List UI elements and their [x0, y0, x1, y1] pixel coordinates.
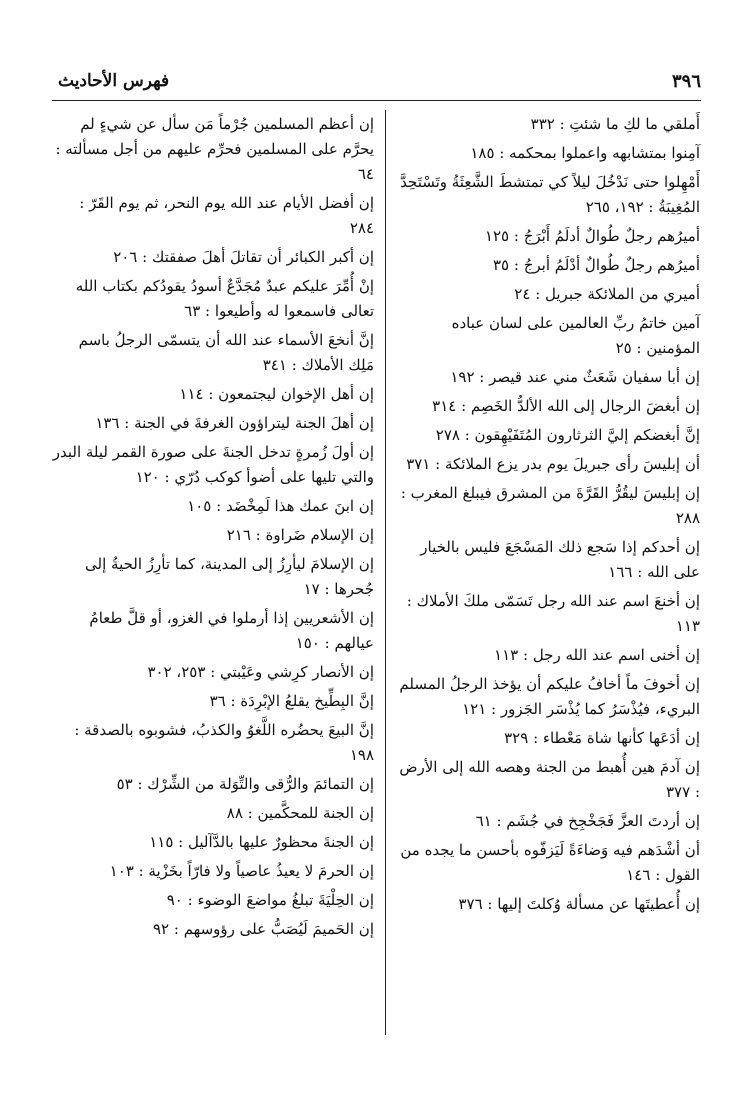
header-title: فهرس الأحاديث [58, 71, 170, 91]
entry-page-ref: ١٥٠ [295, 634, 320, 652]
entry-separator: : [319, 634, 335, 652]
entry-text: إنَّ أنخعَ الأسماء عند الله أن يتسمّى الرجلُ باسم مَلِك الأملاك [78, 331, 374, 374]
entry-separator: : [486, 700, 501, 718]
index-entry [398, 838, 700, 888]
entry-separator: : [456, 397, 471, 415]
entry-text: إن آدمَ هين أُهبط من الجنة وهصه الله إلى الأرض [399, 758, 700, 776]
entry-page-ref: ١٦٦ [608, 563, 633, 581]
index-entry [52, 859, 374, 884]
entry-separator: : [650, 866, 666, 884]
entry-page-ref: ١٤٦ [626, 866, 651, 884]
entry-text: أَمْهِلوا حتى نَدْخُلَ ليلاً كي تمتشطَ الشَّعِثَةُ وتَسْتَحِدَّ المُغِيبَةُ [400, 173, 700, 216]
entry-text: إن ابنَ عمك هذا لَمِخْضَد [225, 497, 374, 515]
entry-text: إن أبغضَ الرجال إلى الله الألدُّ الخَصِم [470, 397, 700, 415]
entry-page-ref: ٣٧٧ [666, 783, 691, 801]
entry-page-ref: ١٩٢ [450, 368, 475, 386]
index-entry [52, 523, 374, 548]
index-entry [398, 253, 700, 278]
entry-page-ref: ١٣٦ [95, 414, 120, 432]
index-entry [52, 494, 374, 519]
index-entry [52, 440, 374, 490]
index-entry [398, 170, 700, 220]
entry-text: إن أخوفَ ماً أخافُ عليكم أن يؤخذ الرجلُ المسلم البريء، فيُذْسَرُ كما يُذْسَر الجَزور [399, 675, 700, 718]
entry-page-ref: ٢٧٨ [435, 426, 460, 444]
entry-text: آمِنوا بمتشابهه واعملوا بمحكمه [509, 144, 700, 162]
index-entry [52, 772, 374, 797]
entry-page-ref: ١١٤ [179, 385, 204, 403]
entry-separator: : [474, 368, 490, 386]
entry-separator: : [459, 426, 475, 444]
entry-text: إن أخنى اسم عند الله رجل [532, 646, 700, 664]
entry-separator: : [518, 646, 533, 664]
entry-separator: : [400, 484, 411, 502]
index-entry [398, 755, 700, 805]
entry-page-ref: ١٢٠ [135, 468, 160, 486]
index-entry [398, 589, 700, 639]
index-entry [52, 917, 374, 942]
index-entry [398, 365, 700, 390]
entry-text: أميري من الملائكة جبريل [545, 285, 700, 303]
index-entry [398, 672, 700, 722]
entry-separator: : [509, 256, 524, 274]
entry-page-ref: ٦٤ [357, 165, 374, 183]
entry-separator: : [643, 198, 659, 216]
entry-text: إن الأشعريين إذا أرملوا في الغزو، أو قلَّ طعامُ عيالهم [89, 609, 374, 652]
entry-separator: : [250, 526, 266, 544]
index-entry [52, 718, 374, 768]
index-entry [398, 726, 700, 751]
entry-page-ref: ٣٦ [209, 692, 226, 710]
index-entry [398, 311, 700, 361]
index-entry [398, 452, 700, 477]
entry-page-ref: ١٢٥ [484, 227, 510, 245]
entry-page-ref: ٣٧١ [406, 455, 431, 473]
index-entry [52, 830, 374, 855]
entry-separator: : [632, 563, 648, 581]
entry-page-ref: ٩٠ [166, 891, 183, 909]
entry-text: إن أهلَ الجنة ليتراؤون الغرفةَ في الجنة [134, 414, 374, 432]
entry-text: إن أبا سفيان شَعَثٌ مني عند قيصر [489, 368, 700, 386]
entry-text: إن الجنة للمحكَّمين [257, 804, 374, 822]
index-entry [398, 141, 700, 166]
entry-separator: : [491, 812, 507, 830]
entry-page-ref: ٣١٤ [432, 397, 457, 415]
entry-separator: : [119, 414, 135, 432]
entry-page-ref: ١٠٣ [109, 862, 134, 880]
entry-separator: : [406, 592, 417, 610]
index-entry [52, 382, 374, 407]
entry-page-ref: ٢١٦ [226, 526, 251, 544]
index-entry [52, 888, 374, 913]
entry-separator: : [173, 833, 188, 851]
entry-separator: : [159, 468, 175, 486]
entry-page-ref: ٣٧٦ [458, 895, 483, 913]
entry-separator: : [554, 115, 570, 133]
entry-separator: : [482, 895, 498, 913]
entry-text: إن الإسلام ضَراوة [265, 526, 374, 544]
index-entry [52, 411, 374, 436]
entry-separator: : [242, 804, 258, 822]
entry-page-ref: ٩٢ [152, 920, 170, 938]
index-entry [52, 689, 374, 714]
entry-separator: : [430, 455, 445, 473]
entry-separator: : [319, 580, 335, 598]
entry-separator: : [211, 497, 226, 515]
entry-separator: : [133, 862, 149, 880]
entry-page-ref: ٣٣٢ [530, 115, 555, 133]
entry-separator: : [530, 285, 546, 303]
entry-separator: : [137, 248, 152, 266]
entry-text: أميرُهم رجلٌ طُوالٌ أدْلَمُ أبرجُ [523, 256, 700, 274]
index-entry [398, 643, 700, 668]
index-entry [52, 801, 374, 826]
running-header [58, 66, 701, 96]
index-entry [398, 535, 700, 585]
entry-text: إنَّ البيعَ يحضُره اللَّغوُ والكذبُ، فشوبوه بالصدقة [84, 721, 374, 739]
index-entry [52, 191, 374, 241]
entry-page-ref: ١٩٨ [349, 746, 374, 764]
entry-text: إن الإسلامَ ليأرِزُ إلى المدينة، كما تأرِزُ الحيةُ إلى جُحرها [85, 555, 374, 598]
index-entry [52, 552, 374, 602]
entry-separator: : [509, 227, 524, 245]
index-entry [398, 892, 700, 917]
entry-text: أن إبليسَ رأى جبريلَ يوم بدر يزع الملائكة [444, 455, 700, 473]
entry-separator: : [205, 663, 221, 681]
entry-text: إنَّ أبغضكم إليَّ الثرثارون المُتَفَيْهِقون [474, 426, 700, 444]
index-entry [52, 274, 374, 324]
entry-text: إن أحدكم إذا سَجع ذلك المَسْجَعَ فليس بالخيار على الله [420, 538, 700, 581]
column-divider [385, 110, 386, 1035]
entry-text: إن أهل الإخوان ليجتمعون [218, 385, 374, 403]
entry-text: إنَّ البِطِّيخ يقلعُ الإبْرِدَة [240, 692, 374, 710]
entry-page-ref: ٣٥ [492, 256, 510, 274]
entry-page-ref: ١٨٥ [470, 144, 495, 162]
entry-page-ref: ٦٣ [184, 302, 201, 320]
entry-page-ref: ٦١ [475, 812, 492, 830]
entry-text: أن أشْدَهم فيه وَضاءَةً لَيَزفّوه بأحسن ما يجده من القول [400, 841, 700, 884]
entry-page-ref: ٢٨٤ [349, 219, 374, 237]
entry-separator: : [528, 729, 543, 747]
index-entry [52, 606, 374, 656]
entry-page-ref: ١١٥ [149, 833, 174, 851]
entry-text: إن التمائمَ والرُّقى والتِّوَلة من الشِّرْك [147, 775, 374, 793]
entry-separator: : [690, 783, 700, 801]
entry-text: أميرُهم رجلٌ طُوالٌ أدلَمُ أَبْرَجُ [523, 227, 700, 245]
entry-text: إن أخنعَ اسم عند الله رجل تَسَمّى ملكَ الأملاك [416, 592, 700, 610]
entry-text: إن إبليسَ ليقُرُّ القَرَّةَ من المشرق فيبلغ المغرب [410, 484, 700, 502]
page-number: ٣٩٦ [671, 70, 701, 92]
entry-text: إن أُعطيتَها عن مسألة وُكلتَ إليها [497, 895, 700, 913]
index-entry [398, 394, 700, 419]
entry-separator: : [169, 920, 184, 938]
entry-page-ref: ١١٣ [494, 646, 519, 664]
index-entry [52, 245, 374, 270]
entry-page-ref: ٢٨٨ [675, 509, 700, 527]
entry-text: إن الجنةَ محظورٌ عليها بالدَّآليل [188, 833, 374, 851]
entry-text: إن أدَعَها كأنها شاة مَعْطاء [542, 729, 700, 747]
entry-text: إن أولَ زُمرةٍ تدخل الجنةَ على صورة القمر ليلة البدر والتي تليها على أضوأ كوكب دُرّي [52, 443, 374, 486]
entry-text: إن أردتَ العزَّ فَجَخْجِخ في جُشَم [506, 812, 700, 830]
entry-separator: : [79, 194, 90, 212]
entry-page-ref: ٨٨ [226, 804, 243, 822]
entry-separator: : [182, 891, 198, 909]
entry-text: إن أعظم المسلمين جُرْماً مَن سأل عن شيءٍ لم يحرَّم على المسلمين فحرِّم عليهم من أجل مسألته [65, 115, 374, 158]
entry-page-ref: ٥٣ [116, 775, 133, 793]
index-entry [52, 660, 374, 685]
index-column-left [52, 112, 374, 946]
entry-text: إن أكبر الكبائر أن تقاتلَ أهلَ صفقتك [151, 248, 374, 266]
entry-page-ref: ٢٠٦ [113, 248, 138, 266]
entry-separator: : [74, 721, 85, 739]
entry-separator: : [631, 339, 647, 357]
entry-page-ref: ١٠٥ [187, 497, 212, 515]
index-entry [398, 224, 700, 249]
entry-page-ref: ٢٥٣، ٣٠٢ [147, 663, 206, 681]
entry-separator: : [225, 692, 241, 710]
entry-text: إن أفضل الأيام عند الله يوم النحر، ثم يوم القَرّ [89, 194, 374, 212]
entry-page-ref: ٣٤١ [262, 356, 287, 374]
entry-separator: : [494, 144, 510, 162]
entry-text: إن الحَميمَ لَيُصَبُّ على رؤوسهم [183, 920, 374, 938]
index-entry [398, 282, 700, 307]
entry-page-ref: ١٧ [303, 580, 320, 598]
entry-page-ref: ٢٤ [514, 285, 531, 303]
entry-page-ref: ١٩٢، ٢٦٥ [585, 198, 644, 216]
index-entry [398, 481, 700, 531]
entry-text: آمين خاتمُ ربِّ العالمين على لسان عباده المؤمنين [451, 314, 700, 357]
entry-text: إنْ أُمِّرَ عليكم عبدٌ مُجَدَّعٌ أسودُ يقودُكم بكتاب الله تعالى فاسمعوا له وأطيعوا [75, 277, 374, 320]
index-entry [398, 809, 700, 834]
entry-separator: : [200, 302, 215, 320]
index-entry [398, 112, 700, 137]
entry-separator: : [203, 385, 219, 403]
entry-page-ref: ١١٣ [675, 617, 700, 635]
index-entry [52, 112, 374, 187]
entry-text: إن الأنصار كرِشي وعَيْبتي [220, 663, 374, 681]
index-entry [398, 423, 700, 448]
entry-text: إن الحِلْيَةَ تبلغُ مواضعَ الوضوء [197, 891, 374, 909]
index-entry [52, 328, 374, 378]
entry-page-ref: ٢٥ [615, 339, 632, 357]
entry-text: أَملقي ما لكِ ما شئتِ [569, 115, 700, 133]
entry-separator: : [286, 356, 302, 374]
entry-page-ref: ١٢١ [462, 700, 487, 718]
entry-separator: : [132, 775, 148, 793]
index-column-right [398, 112, 700, 921]
entry-text: إن الحرمَ لا يعيذُ عاصياً ولا فارّاً بخَزْية [148, 862, 374, 880]
header-rule [52, 100, 701, 101]
entry-separator: : [55, 140, 66, 158]
entry-page-ref: ٣٢٩ [504, 729, 529, 747]
